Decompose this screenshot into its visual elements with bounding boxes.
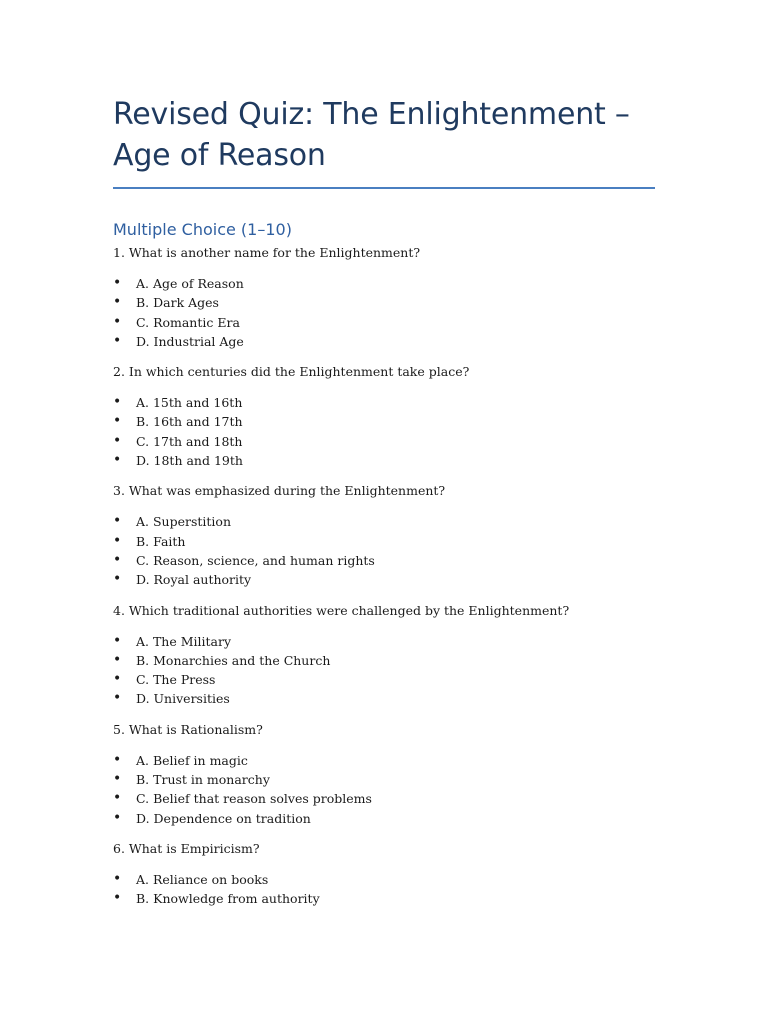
answer-option <box>113 412 655 431</box>
answer-option-label: D. 18th and 19th <box>136 453 243 469</box>
answer-option <box>113 512 655 531</box>
answer-option <box>113 332 655 351</box>
answer-option-label: C. Belief that reason solves problems <box>136 791 372 807</box>
answer-option <box>113 293 655 312</box>
bullet-icon: • <box>113 294 122 311</box>
bullet-icon: • <box>113 513 122 530</box>
bullet-icon: • <box>113 532 122 549</box>
answer-option-label: A. Reliance on books <box>136 871 269 887</box>
answer-option-label: B. Trust in monarchy <box>136 772 270 788</box>
answer-option-label: A. Age of Reason <box>136 276 244 291</box>
answer-option-label: A. 15th and 16th <box>136 395 243 411</box>
title-underline <box>113 187 655 189</box>
question-text: 4. Which traditional authorities were challenged by the Enlightenment? <box>113 602 570 618</box>
bullet-icon: • <box>113 313 122 330</box>
answer-options-list <box>113 512 655 589</box>
bullet-icon: • <box>113 632 122 649</box>
bullet-icon: • <box>113 432 122 449</box>
answer-option <box>113 274 655 293</box>
answer-option-label: C. Reason, science, and human rights <box>136 552 375 568</box>
answer-options-list <box>113 393 655 470</box>
question-list <box>113 244 655 909</box>
bullet-icon: • <box>113 890 122 907</box>
bullet-icon: • <box>113 870 122 887</box>
answer-option-label: D. Royal authority <box>136 572 252 588</box>
answer-option-label: B. Faith <box>136 533 186 549</box>
bullet-icon: • <box>113 751 122 768</box>
answer-options-list <box>113 632 655 709</box>
answer-option <box>113 570 655 589</box>
answer-option <box>113 689 655 708</box>
answer-option <box>113 393 655 412</box>
answer-option-label: B. Knowledge from authority <box>136 891 320 907</box>
bullet-icon: • <box>113 790 122 807</box>
answer-option <box>113 651 655 670</box>
question-text: 3. What was emphasized during the Enlightenment? <box>113 483 446 499</box>
answer-option <box>113 551 655 570</box>
bullet-icon: • <box>113 394 122 411</box>
answer-option-label: A. Belief in magic <box>136 752 248 768</box>
bullet-icon: • <box>113 671 122 688</box>
answer-option <box>113 432 655 451</box>
bullet-icon: • <box>113 690 122 707</box>
document-page <box>113 0 655 921</box>
answer-option <box>113 870 655 889</box>
question-text: 5. What is Rationalism? <box>113 721 263 737</box>
question-text: 1. What is another name for the Enlightenment? <box>113 245 421 260</box>
bullet-icon: • <box>113 551 122 568</box>
answer-option <box>113 632 655 651</box>
answer-option <box>113 313 655 332</box>
bullet-icon: • <box>113 452 122 469</box>
answer-options-list <box>113 870 655 909</box>
bullet-icon: • <box>113 571 122 588</box>
answer-option-label: A. The Military <box>136 633 232 649</box>
answer-option <box>113 889 655 908</box>
section-heading: Multiple Choice (1–10) <box>113 220 292 239</box>
answer-option <box>113 789 655 808</box>
answer-option-label: D. Universities <box>136 691 230 707</box>
answer-option <box>113 809 655 828</box>
answer-option-label: A. Superstition <box>136 514 231 530</box>
bullet-icon: • <box>113 332 122 349</box>
answer-option <box>113 670 655 689</box>
answer-option-label: D. Industrial Age <box>136 333 244 349</box>
bullet-icon: • <box>113 809 122 826</box>
answer-option-label: C. 17th and 18th <box>136 433 243 449</box>
answer-option <box>113 451 655 470</box>
answer-option-label: B. Dark Ages <box>136 295 219 311</box>
answer-option <box>113 751 655 770</box>
question-text: 6. What is Empiricism? <box>113 840 260 856</box>
bullet-icon: • <box>113 651 122 668</box>
bullet-icon: • <box>113 771 122 788</box>
answer-option-label: B. 16th and 17th <box>136 414 243 430</box>
document-title: Revised Quiz: The Enlightenment – Age of Reason <box>113 97 630 173</box>
answer-option-label: B. Monarchies and the Church <box>136 652 331 668</box>
answer-option-label: C. Romantic Era <box>136 314 240 330</box>
answer-options-list <box>113 751 655 828</box>
answer-option <box>113 532 655 551</box>
answer-option <box>113 770 655 789</box>
answer-option-label: D. Dependence on tradition <box>136 810 311 826</box>
bullet-icon: • <box>113 413 122 430</box>
answer-option-label: C. The Press <box>136 672 216 688</box>
bullet-icon: • <box>113 275 122 291</box>
question-text: 2. In which centuries did the Enlightenment take place? <box>113 364 470 380</box>
answer-options-list <box>113 274 655 351</box>
